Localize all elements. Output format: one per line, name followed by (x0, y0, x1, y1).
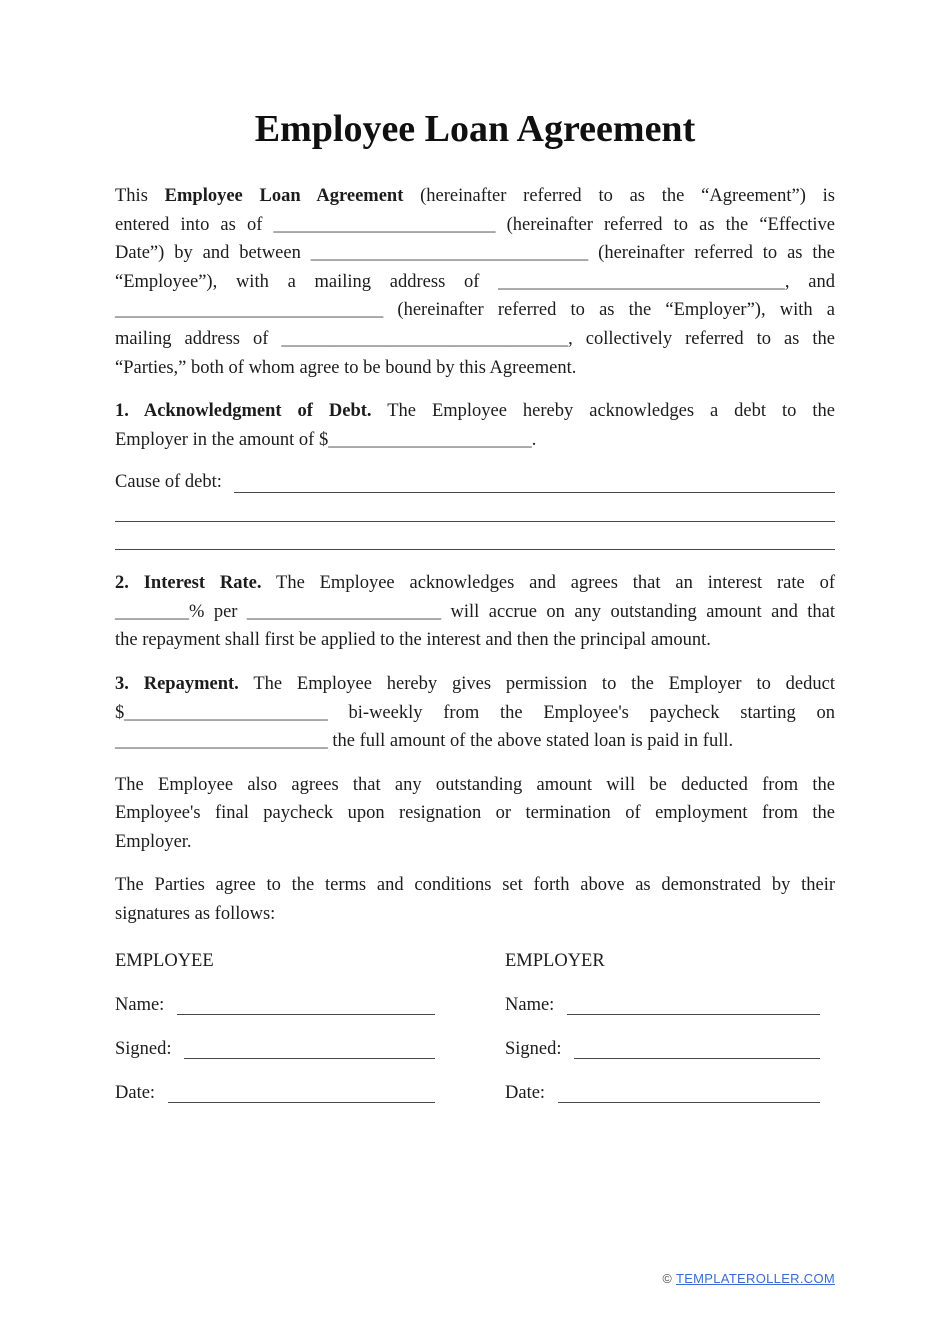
blank-field: ______________________ (124, 702, 328, 723)
signature-blank (184, 1035, 435, 1060)
final-paycheck-paragraph (115, 771, 835, 857)
repayment-clause (115, 670, 835, 756)
signature-blank (177, 991, 435, 1016)
blank-field: _____________________ (246, 601, 442, 622)
document-body (115, 182, 835, 929)
signature-row (115, 1079, 435, 1108)
blank-field (234, 468, 836, 493)
text-segment: 3. Repayment. (115, 673, 239, 694)
text-segment: % per (189, 601, 247, 622)
signature-label: Signed: (115, 1038, 177, 1059)
document-line (115, 828, 835, 857)
text-segment: mailing address of (115, 328, 282, 349)
document-line (115, 799, 835, 828)
signature-blank (558, 1079, 820, 1104)
signature-column-employee (115, 947, 435, 1108)
blank-field (115, 526, 835, 551)
signature-row (115, 991, 435, 1020)
blank-field: _______________________ (115, 731, 328, 752)
signature-label: Date: (505, 1082, 550, 1103)
document-line (115, 699, 835, 728)
text-segment: “Employee”), with a mailing address of (115, 271, 499, 292)
document-line (115, 296, 835, 325)
signature-label: Date: (115, 1082, 160, 1103)
closing-paragraph (115, 871, 835, 928)
signature-label: Name: (115, 994, 169, 1015)
blank-field: _______________________________ (281, 328, 569, 349)
footer (662, 1271, 835, 1286)
templateroller-link[interactable]: TEMPLATEROLLER.COM (675, 1271, 835, 1286)
text-segment: the full amount of the above stated loan is paid in full. (327, 731, 734, 752)
text-segment: This (115, 186, 165, 206)
text-segment: the repayment shall first be applied to the interest and then the principal amount. (115, 630, 711, 651)
text-segment: (hereinafter referred to as the “Effective (495, 214, 835, 235)
document-line (115, 771, 835, 800)
text-segment: 2. Interest Rate. (115, 573, 262, 594)
text-segment: Employer. (115, 831, 192, 852)
blank-field: _____________________________ (115, 300, 384, 321)
document-line (115, 268, 835, 297)
page-title: Employee Loan Agreement (254, 108, 696, 150)
text-segment: Date”) by and between (115, 243, 311, 264)
signature-row (505, 1079, 820, 1108)
document-line (115, 182, 835, 211)
signature-heading: EMPLOYEE (115, 950, 214, 971)
signature-row (505, 991, 820, 1020)
signature-heading: EMPLOYER (505, 950, 605, 971)
text-segment: $ (115, 702, 125, 723)
text-segment: Employer in the amount of $ (115, 429, 329, 450)
signature-label: Signed: (505, 1038, 567, 1059)
intro-paragraph (115, 182, 835, 382)
document-line (115, 426, 835, 455)
document-line (115, 211, 835, 240)
text-segment: , collectively referred to as the (568, 328, 835, 349)
signature-blank (567, 991, 820, 1016)
text-segment: (hereinafter referred to as the “Agreement”) is (403, 186, 835, 206)
document-line (115, 397, 835, 426)
document-line (115, 626, 835, 655)
blank-field: ______________________ (328, 429, 532, 450)
signature-blank (168, 1079, 435, 1104)
document-line (115, 900, 835, 929)
document-line (115, 727, 835, 756)
blank-label: Cause of debt: (115, 472, 227, 493)
text-segment: bi-weekly from the Employee's paycheck starting on (327, 702, 835, 723)
signature-label: Name: (505, 994, 559, 1015)
document-line (115, 239, 835, 268)
blank-field: ________________________ (273, 214, 496, 235)
text-segment: The Employee hereby gives permission to the Employer to deduct (238, 673, 835, 694)
copyright-symbol: © (662, 1272, 672, 1286)
text-segment: (hereinafter referred to as the “Employer”), with a (383, 300, 835, 321)
document-line (115, 670, 835, 699)
signature-section (115, 947, 835, 1108)
text-segment: Employee's final paycheck upon resignation or termination of employment from the (115, 803, 835, 824)
text-segment: signatures as follows: (115, 904, 276, 925)
signature-row (115, 1035, 435, 1064)
document-line (115, 598, 835, 627)
signature-column-employer (505, 947, 820, 1108)
document-line (115, 354, 835, 383)
signature-blank (574, 1035, 820, 1060)
cause-of-debt-row (115, 468, 835, 497)
cause-of-debt-line-2 (115, 526, 835, 555)
document-line (115, 569, 835, 598)
text-segment: (hereinafter referred to as the (588, 243, 835, 264)
text-segment: Employee Loan Agreement (164, 186, 404, 206)
blank-field (115, 497, 835, 522)
text-segment: The Employee hereby acknowledges a debt to the (371, 401, 835, 422)
document-line (115, 325, 835, 354)
blank-field: ________ (115, 601, 189, 622)
text-segment: “Parties,” both of whom agree to be bound by this Agreement. (115, 357, 577, 378)
blank-field: _______________________________ (498, 271, 785, 292)
cause-of-debt-line-1 (115, 497, 835, 526)
text-segment: will accrue on any outstanding amount and that (441, 601, 835, 622)
text-segment: 1. Acknowledgment of Debt. (115, 401, 372, 422)
text-segment: entered into as of (115, 214, 274, 235)
text-segment: , and (784, 271, 835, 292)
document-line (115, 871, 835, 900)
interest-rate-clause (115, 569, 835, 655)
text-segment: . (531, 429, 537, 450)
text-segment: The Employee acknowledges and agrees that an interest rate of (261, 573, 835, 594)
signature-row (505, 1035, 820, 1064)
text-segment: The Parties agree to the terms and conditions set forth above as demonstrated by their (115, 875, 835, 896)
text-segment: The Employee also agrees that any outstanding amount will be deducted from the (115, 774, 835, 795)
acknowledgment-of-debt-clause (115, 397, 835, 454)
blank-field: ______________________________ (310, 243, 589, 264)
